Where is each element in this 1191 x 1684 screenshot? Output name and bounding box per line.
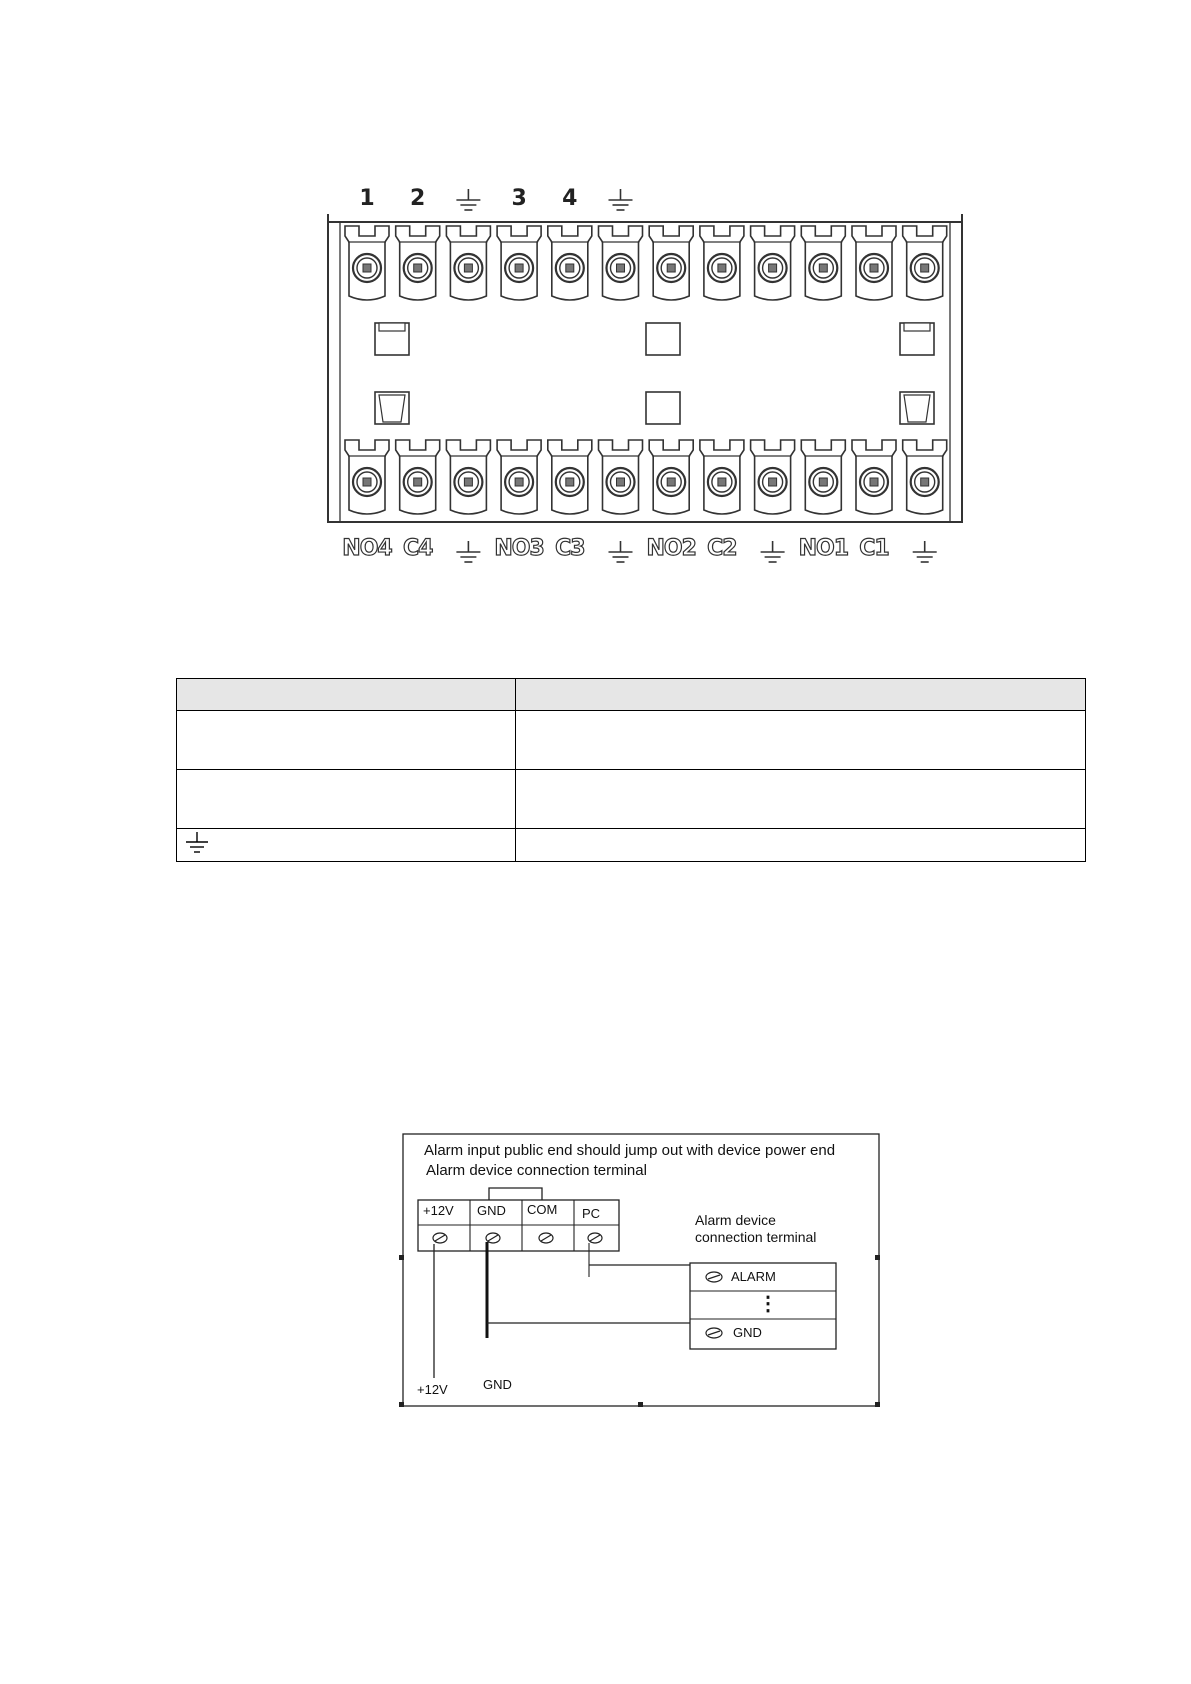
bottom-pin-label: NO3: [494, 536, 544, 561]
jumper-wire: [489, 1188, 542, 1200]
top-pin-label: 1: [359, 186, 375, 211]
bottom-pin-label: C4: [402, 536, 433, 561]
wiring-title-line1: Alarm input public end should jump out with device power end: [424, 1142, 836, 1159]
device-alarm-label: ALARM: [731, 1269, 776, 1284]
top-pin-label: 2: [410, 186, 426, 211]
bottom-pin-label: C1: [859, 536, 889, 561]
terminal-header-com: COM: [527, 1202, 558, 1217]
bottom-pin-label: NO1: [798, 536, 848, 561]
terminal-header-pc: PC: [582, 1206, 601, 1221]
bottom-pin-label: NO2: [646, 536, 696, 561]
wiring-title-line2: Alarm device connection terminal: [426, 1162, 647, 1179]
device-label-line1: Alarm device: [695, 1212, 776, 1228]
device-dots: ⋮: [758, 1293, 778, 1315]
bottom-12v-label: +12V: [417, 1382, 448, 1397]
terminal-header-gnd: GND: [477, 1203, 506, 1218]
terminal-header-12v: +12V: [423, 1203, 454, 1218]
device-gnd-label: GND: [733, 1325, 762, 1340]
device-label-line2: connection terminal: [695, 1229, 817, 1245]
bottom-pin-label: NO4: [342, 536, 392, 561]
top-pin-label: 3: [511, 186, 527, 211]
bottom-pin-label: C3: [555, 536, 585, 561]
bottom-gnd-label: GND: [483, 1377, 512, 1392]
top-pin-label: 4: [562, 186, 578, 211]
bottom-pin-label: C2: [707, 536, 737, 561]
